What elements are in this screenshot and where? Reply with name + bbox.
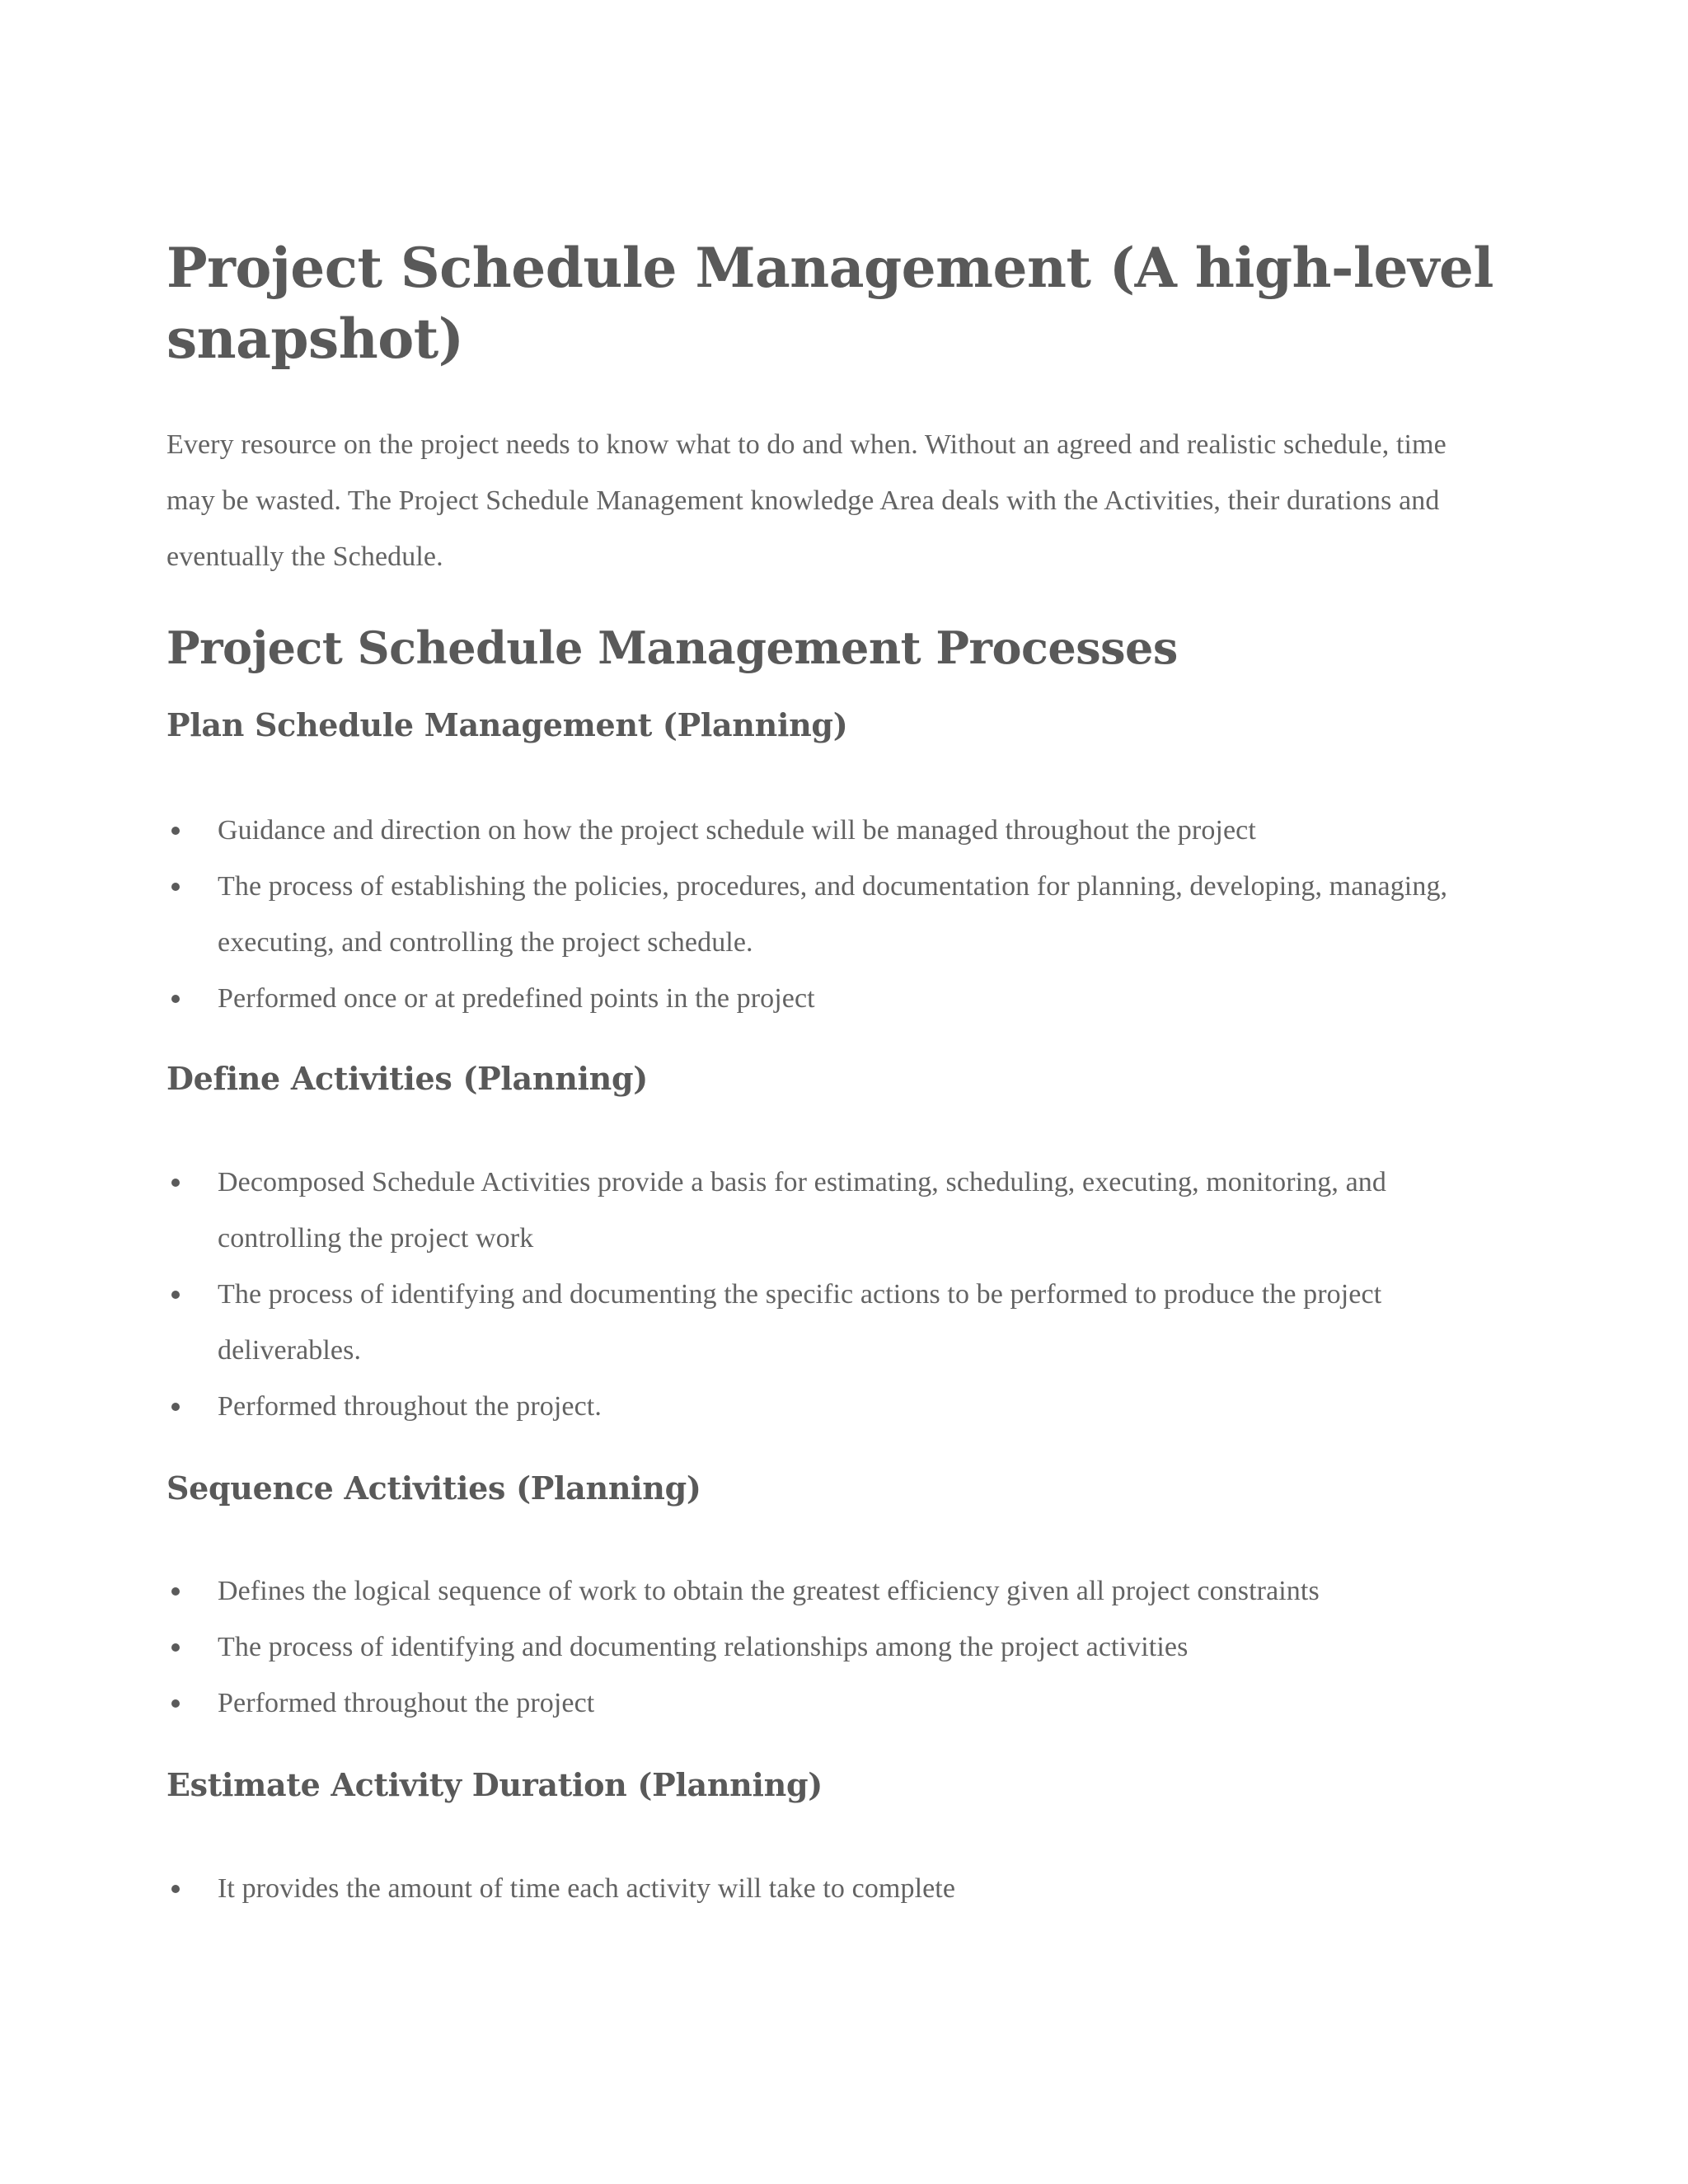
intro-paragraph: Every resource on the project needs to know what to do and when. Without an agreed and realistic schedule, time may be wasted. The Project Schedule Management knowledge Area deals with the Activities, their durations and eventually the Schedule. bbox=[166, 429, 1447, 572]
list-item-text: The process of establishing the policies, procedures, and documentation for planning, developing, managing, executing, and controlling the project schedule. bbox=[218, 871, 1448, 958]
list-item bbox=[166, 803, 1485, 859]
bullet-icon bbox=[171, 1699, 180, 1708]
list-item-text: Defines the logical sequence of work to obtain the greatest efficiency given all project constraints bbox=[218, 1576, 1320, 1606]
bullet-icon bbox=[171, 827, 180, 835]
list-item bbox=[166, 971, 1485, 1027]
list-item bbox=[166, 1675, 1485, 1732]
section-heading-plan-schedule-management: Plan Schedule Management (Planning) bbox=[166, 706, 848, 743]
list-item bbox=[166, 1861, 1485, 1917]
section-heading-define-activities: Define Activities (Planning) bbox=[166, 1060, 648, 1097]
bullet-icon bbox=[171, 995, 180, 1003]
bullet-list-plan-schedule-management bbox=[166, 803, 1485, 1027]
bullet-icon bbox=[171, 1587, 180, 1596]
processes-heading: Project Schedule Management Processes bbox=[166, 621, 1178, 674]
bullet-icon bbox=[171, 1643, 180, 1652]
document-title-line-1: Project Schedule Management (A high-level bbox=[166, 236, 1493, 300]
list-item bbox=[166, 1379, 1485, 1435]
list-item-text: Performed throughout the project bbox=[218, 1688, 595, 1718]
bullet-icon bbox=[171, 1291, 180, 1299]
list-item-text: The process of identifying and documenting relationships among the project activities bbox=[218, 1632, 1189, 1662]
section-heading-estimate-activity-duration: Estimate Activity Duration (Planning) bbox=[166, 1766, 823, 1803]
section-heading-sequence-activities: Sequence Activities (Planning) bbox=[166, 1469, 701, 1507]
bullet-icon bbox=[171, 1403, 180, 1411]
bullet-list-define-activities bbox=[166, 1155, 1485, 1435]
list-item bbox=[166, 1267, 1485, 1379]
bullet-icon bbox=[171, 1885, 180, 1893]
bullet-icon bbox=[171, 1179, 180, 1187]
list-item-text: Performed once or at predefined points in the project bbox=[218, 983, 815, 1014]
document-title-line-2: snapshot) bbox=[166, 307, 464, 371]
list-item-text: Performed throughout the project. bbox=[218, 1391, 602, 1422]
list-item-text: The process of identifying and documenting the specific actions to be performed to produce the project deliverables. bbox=[218, 1279, 1382, 1366]
bullet-list-sequence-activities bbox=[166, 1563, 1485, 1732]
list-item bbox=[166, 1563, 1485, 1619]
list-item-text: Decomposed Schedule Activities provide a basis for estimating, scheduling, executing, monitoring, and controlling the project work bbox=[218, 1167, 1386, 1254]
list-item bbox=[166, 859, 1485, 971]
list-item-text: Guidance and direction on how the project schedule will be managed throughout the project bbox=[218, 815, 1256, 846]
list-item-text: It provides the amount of time each activity will take to complete bbox=[218, 1873, 956, 1904]
list-item bbox=[166, 1619, 1485, 1675]
list-item bbox=[166, 1155, 1485, 1267]
bullet-list-estimate-activity-duration bbox=[166, 1861, 1485, 1917]
bullet-icon bbox=[171, 883, 180, 891]
